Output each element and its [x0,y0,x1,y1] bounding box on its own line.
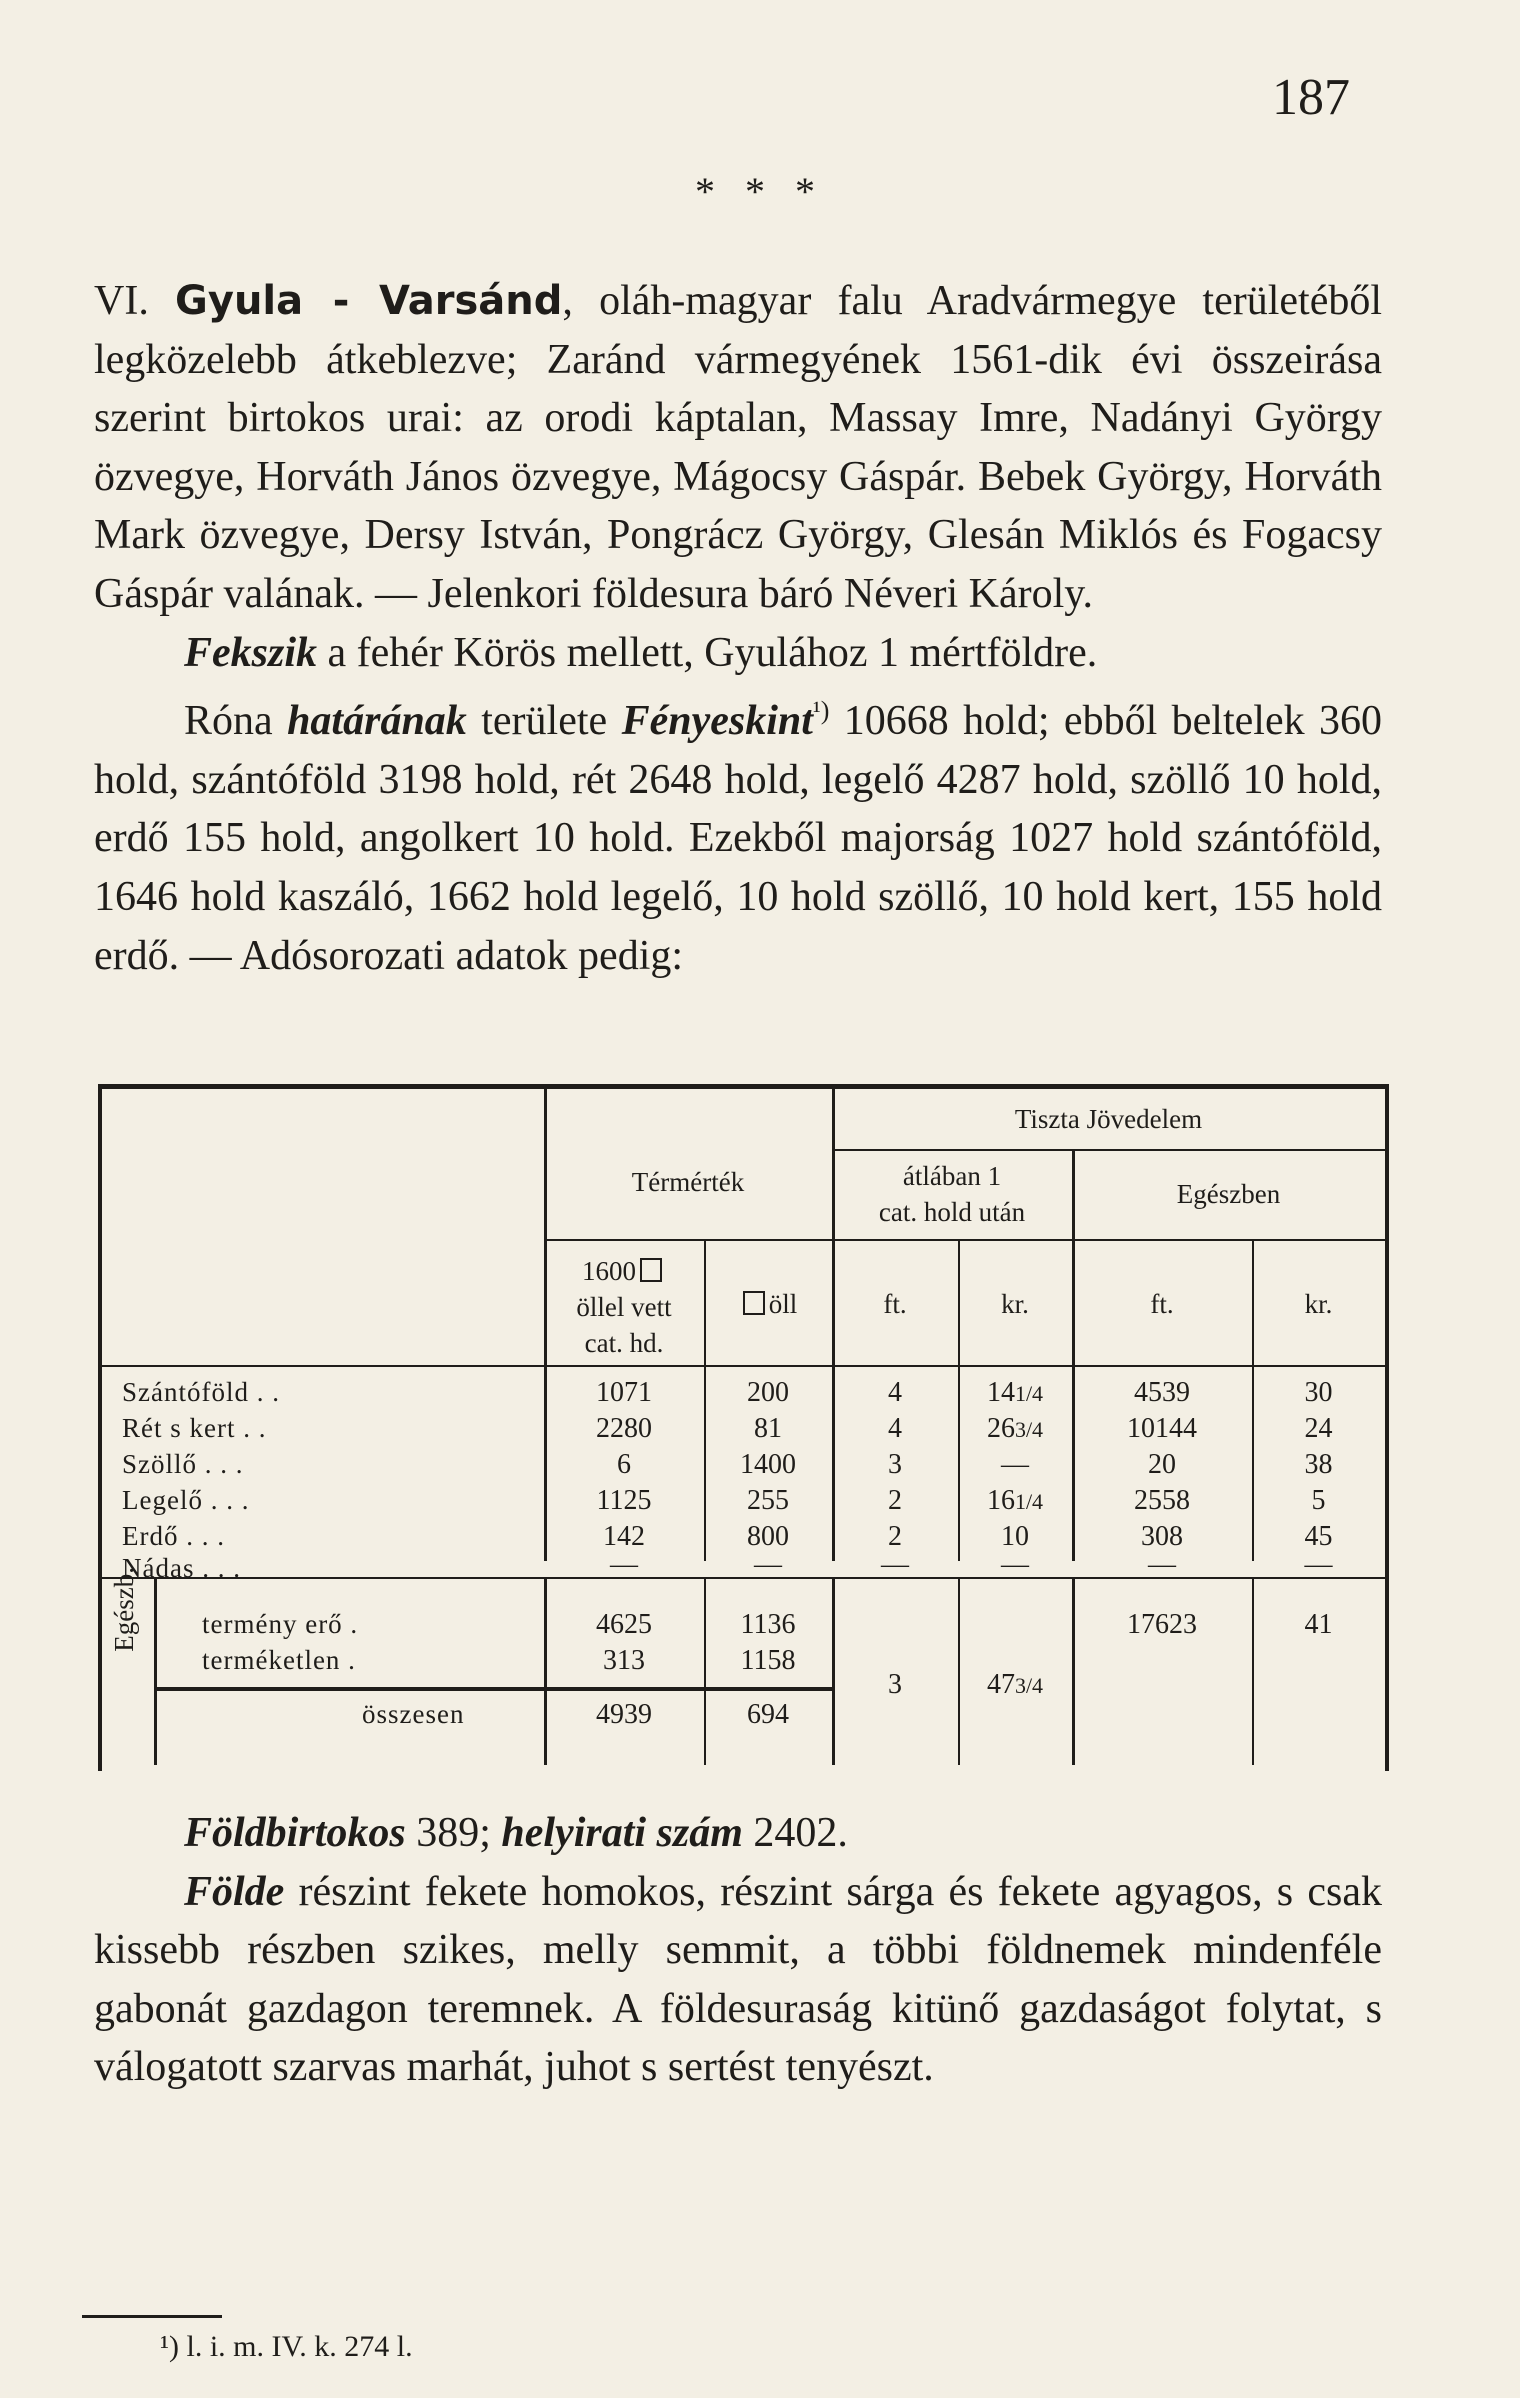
paragraph-foldbirtokos [94,1804,1382,1863]
italic-keyword: Fekszik [184,629,318,676]
row-label: Legelő . . . [122,1485,250,1515]
cell-kr-whole: 10 [1001,1521,1029,1552]
cell-egesz-ft: — [1148,1549,1176,1580]
cell-kr-fraction: 1/4 [1014,1381,1044,1406]
cell-oll: 1400 [740,1449,796,1480]
land-statistics-table [98,1084,1389,1771]
paragraph-text: részint fekete homokos, részint sárga és fekete agyagos, s csak kissebb részben szikes, melly semmit, a többi földnemek mindenféle gabonát gazdagon teremnek. A földesuraság kitünő gazdaságot folytat, s válogatott szarvas marhát, juhot s sertést tenyészt. [94,1868,1382,2091]
square-symbol-icon [743,1291,765,1315]
row-label: Szöllő . . . [122,1449,244,1479]
paragraph-text: 10668 hold; ebből beltelek 360 hold, szántóföld 3198 hold, rét 2648 hold, legelő 4287 hold, szöllő 10 hold, erdő 155 hold, angolkert 10 hold. Ezekből majorság 1027 hold szántóföld, 1646 hold kaszáló, 1662 hold legelő, 10 hold szöllő, 10 hold kert, 155 hold erdő. — Adósorozati adatok pedig: [94,698,1382,979]
cell-hold: 2280 [596,1413,652,1444]
summary-egesz-kr: 41 [1304,1609,1333,1640]
page-number: 187 [1272,69,1350,126]
cell-kr-fraction: 3/4 [1014,1417,1044,1442]
subheader-ft: ft. [883,1289,907,1319]
summary-kr [958,1669,1072,1701]
subheader-oll [704,1289,832,1320]
cell-egesz-ft: 2558 [1134,1485,1190,1516]
row-label: termény erő . [202,1609,359,1639]
italic-keyword: határának [287,698,467,745]
paragraph-text: területe [466,698,622,745]
italic-keyword: Földe [184,1868,285,1915]
after-table-text [94,1804,1382,2097]
italic-keyword: Fényeskint [621,698,813,745]
cell-egesz-ft: 10144 [1127,1413,1197,1444]
row-label: Szántóföld . . [122,1377,280,1407]
cell-kr [958,1549,1072,1581]
italic-keyword: helyirati szám [501,1810,743,1856]
cell-kr-whole: 14 [986,1377,1015,1408]
paragraph-text: , oláh-magyar falu Aradvármegye területéből legközelebb átkeblezve; Zaránd vármegyének 1561-dik évi összeirása szerint birtokos urai: az orodi káptalan, Massay Imre, Nadányi György özvegye, Horváth János özvegye, Mágocsy Gáspár. Bebek György, Horváth Mark özvegye, Dersy István, Pongrácz György, Glesán Miklós és Fogacsy Gáspár valának. — Jelenkori földesura báró Néveri Károly. [94,278,1383,617]
footnote-reference: ¹) [812,696,830,726]
cell-egesz-kr: 30 [1304,1377,1333,1408]
summary-egesz-ft: 17623 [1127,1609,1197,1640]
row-label: összesen [362,1699,465,1729]
paragraph-varsand [94,272,1382,624]
cell-oll: 800 [747,1521,789,1552]
subheader-hold [544,1253,704,1361]
cell-hold: 313 [603,1645,645,1676]
cell-hold: 6 [617,1449,631,1480]
cell-oll: 81 [754,1413,782,1444]
section-number: VI. [94,278,176,324]
header-atlag: átlában 1 [902,1161,1002,1191]
cell-kr [958,1377,1072,1409]
row-label: terméketlen . [202,1645,356,1675]
footnote [160,2330,413,2364]
side-label-egeszb: Egészb. [109,1567,139,1652]
cell-hold: 1125 [596,1485,652,1516]
cell-oll: 1158 [740,1645,796,1676]
header-egeszben: Egészben [1176,1179,1281,1209]
cell-oll: — [754,1549,782,1580]
cell-kr-whole: — [1001,1449,1029,1480]
cell-egesz-kr: 5 [1311,1485,1326,1516]
row-label: Rét s kert . . [122,1413,267,1443]
paragraph-text: Róna [184,698,288,745]
header-tiszta-jovedelem: Tiszta Jövedelem [1014,1104,1203,1134]
subheader-ft: ft. [1150,1289,1174,1319]
cell-oll: 1136 [740,1609,796,1640]
cell-egesz-ft: 20 [1148,1449,1176,1480]
subheader-kr: kr. [1304,1289,1333,1319]
cell-ft: 2 [888,1521,902,1552]
cell-oll: 694 [747,1699,789,1730]
cell-kr [958,1413,1072,1445]
cell-kr [958,1485,1072,1517]
paragraph-folde [94,1863,1382,2097]
cell-ft: 3 [888,1449,902,1480]
summary-ft: 3 [888,1669,902,1700]
subheader-text: 1600 [582,1256,636,1286]
summary-kr-fraction: 3/4 [1014,1673,1044,1698]
asterism-separator: * * * [695,169,825,214]
cell-egesz-ft: 4539 [1134,1377,1190,1408]
cell-ft: 2 [888,1485,902,1516]
cell-oll: 255 [747,1485,789,1516]
paragraph-text: 389; [405,1810,502,1856]
cell-hold: 142 [603,1521,645,1552]
subheader-text: cat. hd. [584,1328,664,1358]
footnote-divider [82,2315,222,2318]
cell-ft: — [881,1549,909,1580]
subheader-kr: kr. [1001,1289,1029,1319]
cell-oll: 200 [747,1377,789,1408]
cell-hold: 4625 [596,1609,652,1640]
cell-ft: 4 [888,1377,902,1408]
paragraph-fekszik [94,624,1382,683]
row-label: Nádas . . . [122,1553,241,1583]
cell-kr [958,1449,1072,1481]
paragraph-text: 2402. [742,1810,848,1856]
header-atlag: cat. hold után [878,1197,1026,1227]
cell-egesz-kr: 45 [1304,1521,1333,1552]
subheader-text: öll [768,1289,798,1319]
header-termertek: Térmérték [631,1167,745,1197]
footnote-mark: ¹) [160,2330,179,2363]
row-label: Erdő . . . [122,1521,225,1551]
cell-kr-whole: 26 [986,1413,1015,1444]
square-symbol-icon [640,1258,662,1282]
cell-egesz-kr: 38 [1304,1449,1333,1480]
cell-hold: 1071 [596,1377,652,1408]
cell-ft: 4 [888,1413,902,1444]
cell-kr-whole: — [1001,1549,1029,1580]
village-title: Gyula - Varsánd [175,278,563,324]
intro-text [94,272,1382,985]
italic-keyword: Földbirtokos [184,1810,406,1856]
cell-kr-fraction: 1/4 [1014,1489,1044,1514]
cell-egesz-ft: 308 [1141,1521,1183,1552]
cell-egesz-kr: — [1304,1549,1333,1580]
summary-kr-whole: 47 [986,1669,1015,1700]
footnote-text: l. i. m. IV. k. 274 l. [178,2330,413,2363]
cell-hold: — [610,1549,638,1580]
paragraph-hatar [94,682,1382,985]
paragraph-text: a fehér Körös mellett, Gyulához 1 mértföldre. [317,629,1098,676]
subheader-text: öllel vett [576,1292,672,1322]
cell-egesz-kr: 24 [1304,1413,1333,1444]
cell-kr-whole: 16 [986,1485,1015,1516]
cell-hold: 4939 [596,1699,652,1730]
